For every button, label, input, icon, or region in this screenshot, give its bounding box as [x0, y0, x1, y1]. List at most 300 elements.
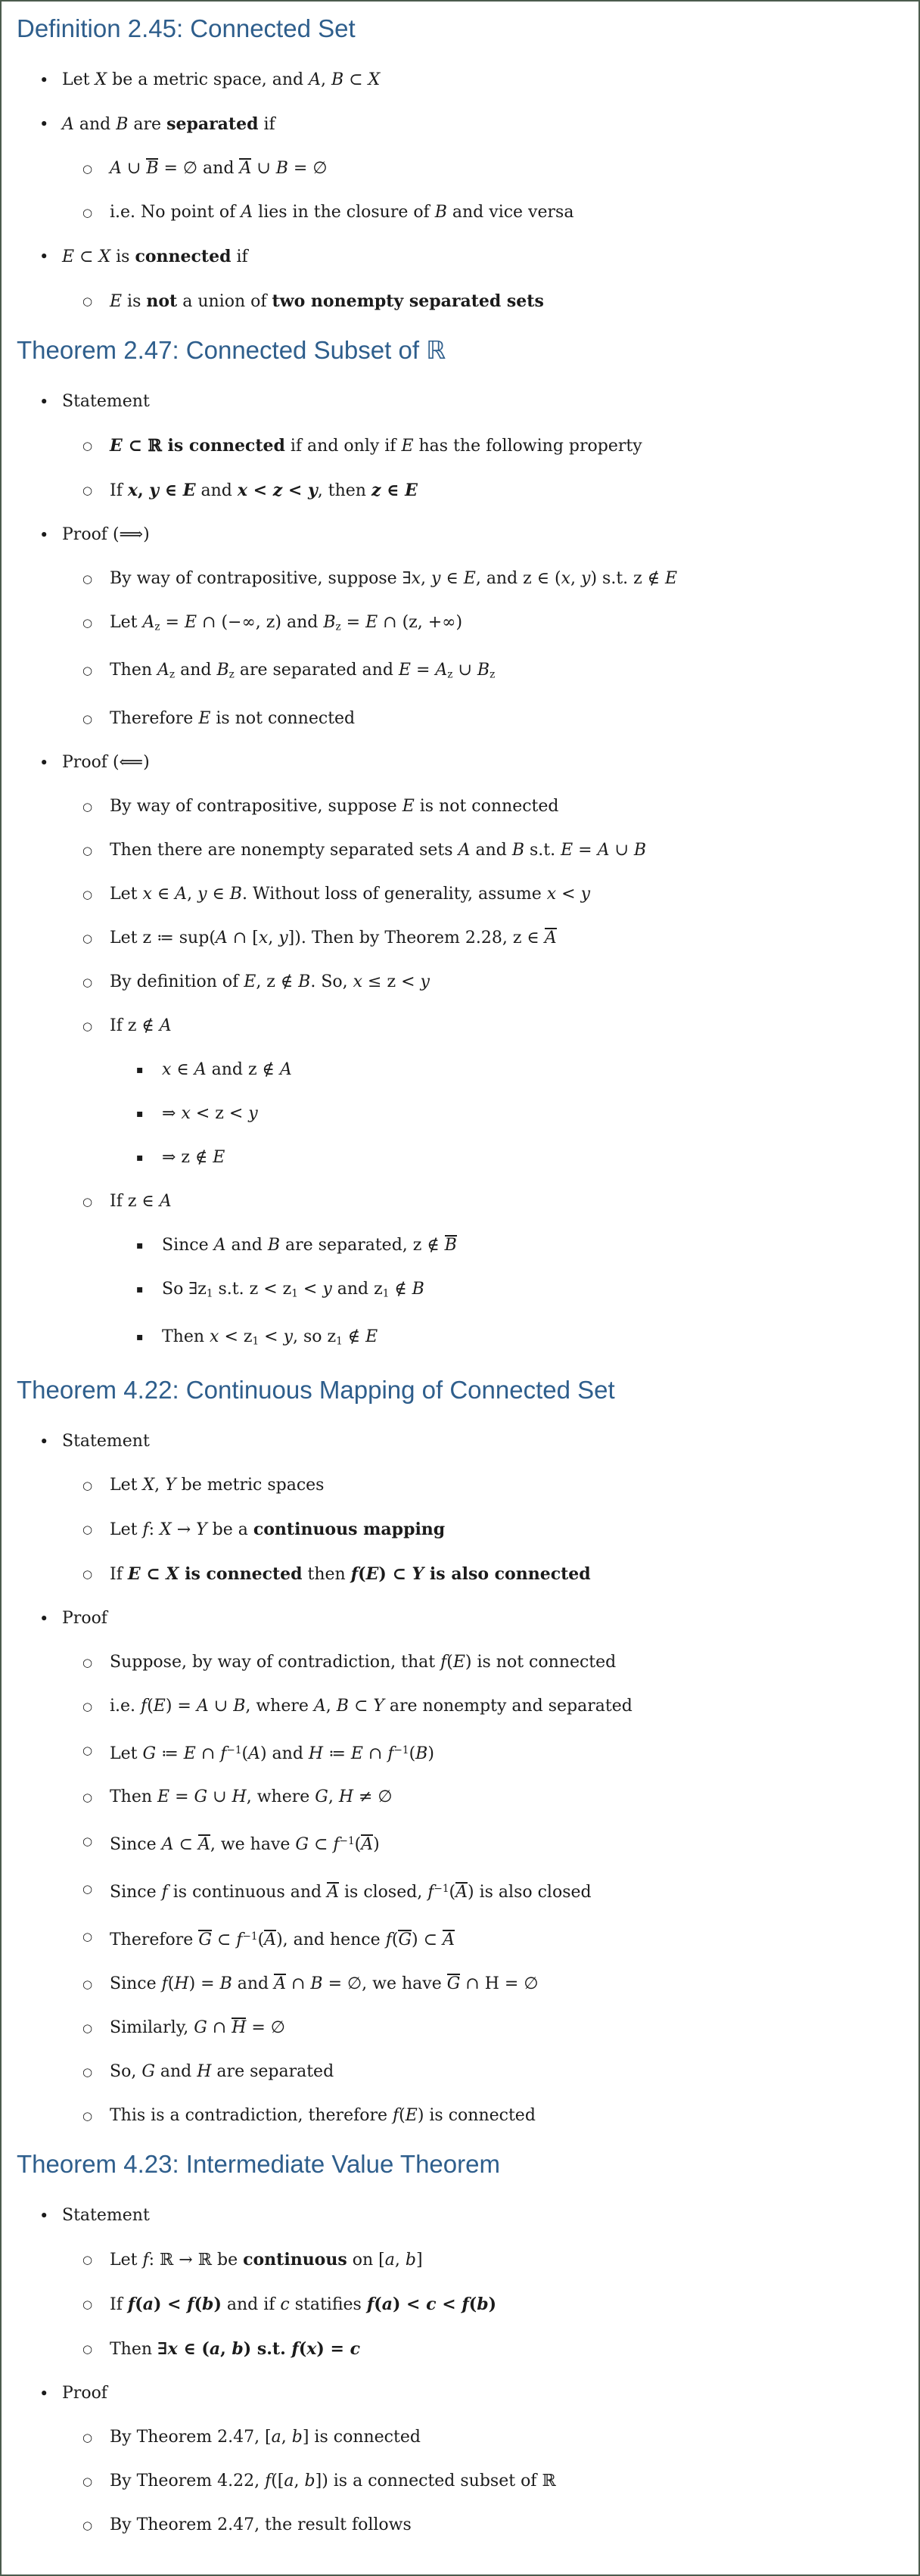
text-segment: A	[157, 661, 169, 680]
text-segment: f	[187, 2294, 194, 2314]
text-segment: A	[161, 1835, 174, 1855]
text-segment: E	[452, 1652, 465, 1672]
bullet-line	[2, 1059, 918, 1081]
text-segment: and z	[331, 1279, 383, 1299]
text-segment: X	[160, 1520, 172, 1539]
bullet-marker: ○	[82, 2341, 93, 2356]
text-segment: ∪	[251, 159, 276, 178]
text-segment: ) s.t.	[243, 2338, 292, 2359]
text-segment: f	[350, 1563, 359, 1584]
line-text	[62, 391, 150, 412]
text-segment: H	[232, 2018, 247, 2037]
text-segment: (	[241, 1744, 249, 1763]
text-segment: b	[291, 2427, 303, 2447]
text-segment: <	[297, 1279, 323, 1299]
text-segment: <	[556, 884, 581, 904]
text-segment: c	[280, 2294, 290, 2314]
text-segment: ) ⊂	[412, 1930, 443, 1949]
text-segment: Y	[165, 1475, 176, 1495]
text-segment: y	[149, 481, 160, 500]
text-segment: y	[420, 972, 430, 991]
text-segment: Y	[196, 1520, 207, 1539]
text-segment: y	[278, 928, 288, 947]
text-segment: ,	[328, 1787, 339, 1807]
text-segment: H	[232, 1787, 247, 1807]
line-text	[110, 2427, 421, 2448]
text-segment: ]	[415, 2250, 423, 2270]
bullet-line	[2, 246, 918, 268]
text-segment: E	[405, 481, 418, 500]
text-segment: B	[275, 159, 288, 178]
line-text	[110, 1740, 434, 1765]
text-segment: G	[141, 2061, 155, 2081]
text-segment: z	[447, 668, 453, 681]
text-segment: Let	[110, 613, 143, 632]
text-segment: ∉	[389, 1279, 412, 1299]
line-text	[110, 972, 430, 993]
text-segment: ∈	[207, 884, 230, 904]
text-segment: f	[462, 2294, 469, 2314]
bullet-marker: •	[39, 71, 49, 89]
text-segment: b	[304, 2471, 315, 2490]
text-segment: ,	[137, 481, 150, 500]
line-text	[110, 884, 590, 905]
text-segment: By way of contrapositive, suppose	[110, 796, 402, 816]
line-text	[110, 2018, 285, 2039]
text-segment: ∈	[381, 481, 406, 500]
text-segment: x	[561, 569, 571, 588]
bullet-line	[2, 1652, 918, 1673]
text-segment: )	[427, 1744, 434, 1763]
text-segment: ∩	[286, 1974, 311, 1993]
text-segment: B	[267, 1235, 281, 1255]
text-segment: be metric spaces	[176, 1475, 325, 1495]
bullet-marker: •	[39, 1609, 49, 1628]
text-segment: is also connected	[424, 1563, 591, 1584]
text-segment: ) ⊂	[378, 1563, 412, 1584]
text-segment: A	[264, 1930, 277, 1949]
bullet-marker: ○	[82, 1522, 93, 1536]
bullet-marker: ○	[82, 1743, 93, 1757]
bullet-line	[2, 2515, 918, 2536]
text-segment: E	[401, 437, 414, 456]
text-segment: −1	[242, 1930, 258, 1943]
text-segment: f	[393, 2105, 399, 2125]
text-segment: b	[202, 2294, 214, 2314]
text-segment: A	[327, 1883, 339, 1902]
text-segment: ⊂	[173, 1835, 198, 1855]
text-segment: (	[409, 1744, 416, 1763]
text-segment: (	[147, 1696, 154, 1716]
text-segment: B	[444, 1235, 457, 1255]
text-segment: , then	[317, 481, 371, 500]
text-segment: . So,	[310, 972, 353, 991]
text-segment: Proof	[62, 2383, 107, 2403]
bullet-marker: ○	[82, 1930, 93, 1944]
text-segment: y	[283, 1327, 293, 1347]
text-segment: ∪	[452, 661, 477, 680]
text-segment: c	[350, 2338, 360, 2359]
text-segment: −1	[226, 1744, 242, 1756]
bullet-line	[2, 2061, 918, 2083]
text-segment: ⊂ ℝ is connected	[122, 436, 285, 456]
text-segment: →	[171, 1520, 197, 1539]
text-segment: H	[338, 1787, 354, 1807]
bullet-line	[2, 1431, 918, 1452]
line-text	[110, 1831, 380, 1856]
text-segment: B	[116, 115, 129, 134]
text-segment: (	[446, 1652, 453, 1672]
text-segment: −1	[393, 1744, 409, 1756]
bullet-line	[2, 972, 918, 993]
line-text	[62, 246, 248, 268]
text-segment: Since	[110, 1883, 162, 1902]
text-segment: ) is not connected	[465, 1652, 617, 1672]
bullet-line	[2, 114, 918, 135]
text-segment: A	[241, 203, 253, 222]
text-segment: ,	[281, 2427, 292, 2447]
text-segment: has the following property	[413, 437, 642, 456]
text-segment: , so z	[293, 1327, 337, 1347]
text-segment: ∩ [	[227, 928, 259, 947]
text-segment: x	[167, 2338, 178, 2359]
bullet-line	[2, 1103, 918, 1125]
text-segment: A	[215, 928, 228, 947]
bullet-marker: •	[39, 247, 49, 266]
bullet-line	[2, 1235, 918, 1256]
bullet-marker: ○	[82, 799, 93, 814]
text-segment: z	[228, 668, 235, 681]
bullet-marker: •	[39, 526, 49, 544]
text-segment: So,	[110, 2061, 142, 2081]
text-segment: <	[247, 481, 273, 500]
text-segment: a	[209, 2338, 221, 2359]
text-segment: if and only if	[284, 437, 402, 456]
line-text	[62, 1431, 150, 1452]
text-segment: Suppose, by way of contradiction, that	[110, 1652, 441, 1672]
text-segment: z	[154, 621, 160, 633]
text-segment: f	[220, 1744, 227, 1763]
text-segment: ∩ H = ∅	[460, 1974, 539, 1993]
text-segment: , and z ∈ (	[475, 569, 561, 588]
text-segment: f	[291, 2338, 299, 2359]
text-segment: f	[161, 1974, 168, 1993]
text-segment: E	[213, 1147, 225, 1167]
text-segment: Since	[110, 1974, 162, 1993]
text-segment: f	[440, 1652, 447, 1672]
text-segment: continuous	[243, 2249, 347, 2270]
bullet-line	[2, 1878, 918, 1903]
text-segment: lies in the closure of	[253, 203, 435, 222]
text-segment: ) =	[316, 2338, 350, 2359]
line-text	[110, 202, 573, 223]
bullet-line	[2, 660, 918, 685]
line-text	[110, 2338, 360, 2360]
text-segment: (	[468, 2294, 477, 2314]
bullet-marker: ○	[82, 2430, 93, 2444]
line-text	[110, 1696, 632, 1717]
text-segment: =	[340, 613, 366, 632]
bullet-marker: ▪	[136, 1283, 144, 1296]
text-segment: y	[581, 569, 591, 588]
text-segment: B	[229, 884, 242, 904]
text-segment: (	[354, 1835, 362, 1855]
text-segment: E	[157, 1787, 170, 1807]
bullet-marker: ○	[82, 616, 93, 630]
text-segment: )	[373, 1835, 380, 1855]
text-segment: Proof	[62, 1608, 107, 1628]
line-text	[162, 1147, 225, 1168]
text-segment: <	[436, 2294, 462, 2314]
text-segment: = ∅	[288, 159, 328, 178]
bullet-marker: ○	[82, 2064, 93, 2079]
section	[2, 2149, 918, 2536]
text-segment: ,	[421, 569, 432, 588]
text-segment: B	[310, 1974, 323, 1993]
text-segment: ∪	[207, 1787, 232, 1807]
text-segment: A	[274, 1974, 286, 1993]
text-segment: B	[219, 1974, 232, 1993]
bullet-line	[2, 752, 918, 773]
text-segment: This is a contradiction, therefore	[110, 2105, 393, 2125]
text-segment: , where	[245, 1696, 314, 1716]
text-segment: z	[490, 668, 496, 681]
text-segment: Statement	[62, 2205, 150, 2225]
text-segment: z	[169, 668, 176, 681]
text-segment: G	[198, 1930, 212, 1949]
text-segment: a	[142, 2294, 154, 2314]
text-segment: A	[213, 1235, 226, 1255]
text-segment: ,	[220, 2338, 232, 2359]
text-segment: If z ∈	[110, 1191, 160, 1211]
text-segment: ∪	[208, 1696, 234, 1716]
line-text	[110, 660, 495, 685]
text-segment: ⊂	[211, 1930, 237, 1949]
section	[2, 1375, 918, 2126]
text-segment: G	[446, 1974, 461, 1993]
text-segment: . Without loss of generality, assume	[241, 884, 547, 904]
bullet-line	[2, 612, 918, 637]
text-segment: ∩ (z, +∞)	[378, 613, 463, 632]
bullet-line	[2, 2338, 918, 2360]
bullet-marker: •	[39, 1432, 49, 1451]
bullet-marker: ○	[82, 572, 93, 586]
text-segment: a union of	[177, 292, 272, 311]
text-segment: (	[449, 1883, 456, 1902]
line-text	[110, 1878, 592, 1903]
text-segment: ]) is a connected subset of ℝ	[315, 2471, 556, 2490]
text-segment: a	[384, 2250, 395, 2270]
text-segment: G	[142, 1744, 157, 1763]
line-text	[62, 114, 275, 135]
text-segment: A	[248, 1744, 260, 1763]
text-segment: G	[398, 1930, 412, 1949]
text-segment: E	[365, 613, 378, 632]
line-text	[110, 1475, 324, 1496]
bullet-line	[2, 2383, 918, 2404]
bullet-marker: ○	[82, 931, 93, 945]
bullet-marker: ○	[82, 887, 93, 901]
text-segment: y	[322, 1279, 332, 1299]
bullet-marker: ▪	[136, 1239, 144, 1252]
bullet-line	[2, 1608, 918, 1629]
text-segment: (	[257, 1930, 265, 1949]
bullet-marker: ○	[82, 162, 93, 176]
text-segment: < z	[219, 1327, 253, 1347]
text-segment: By Theorem 2.47, [	[110, 2427, 272, 2447]
text-segment: B	[434, 203, 447, 222]
text-segment: , z ∉	[256, 972, 299, 991]
text-segment: and	[232, 1974, 275, 1993]
text-segment: and	[470, 840, 512, 860]
bullet-marker: ○	[82, 1834, 93, 1849]
text-segment: separated	[166, 114, 259, 134]
text-segment: is not connected	[414, 796, 559, 816]
line-text	[162, 1059, 292, 1081]
bullet-marker: ○	[82, 1790, 93, 1805]
text-segment: (	[399, 2105, 406, 2125]
text-segment: ]). Then by Theorem 2.28, z ∈	[288, 928, 545, 947]
line-text	[162, 1103, 258, 1125]
text-segment: By Theorem 2.47, the result follows	[110, 2515, 412, 2534]
line-text	[110, 708, 355, 730]
text-segment: ) <	[153, 2294, 188, 2314]
text-segment: E	[350, 1744, 363, 1763]
text-segment: < z <	[190, 1103, 249, 1123]
text-segment: B	[415, 1744, 428, 1763]
text-segment: are nonempty and separated	[384, 1696, 632, 1716]
text-segment: y	[197, 884, 207, 904]
bullet-marker: ○	[82, 1478, 93, 1492]
text-segment: Similarly,	[110, 2018, 194, 2037]
text-segment: ,	[294, 2471, 305, 2490]
text-segment: x	[237, 481, 247, 500]
text-segment: x	[162, 1059, 172, 1079]
section-heading: Theorem 4.23: Intermediate Value Theorem	[17, 2149, 500, 2178]
bullet-marker: ○	[82, 1655, 93, 1669]
text-segment: ] is connected	[302, 2427, 421, 2447]
text-segment: be a metric space, and	[107, 70, 309, 89]
text-segment: ∩	[207, 2018, 232, 2037]
bullet-line	[2, 2205, 918, 2226]
text-segment: f	[265, 2471, 272, 2490]
line-text	[110, 2515, 412, 2536]
bullet-marker: •	[39, 2384, 49, 2403]
bullet-line	[2, 708, 918, 730]
text-segment: Let	[110, 1520, 143, 1539]
text-segment: G	[295, 1835, 309, 1855]
text-segment: ) is also closed	[468, 1883, 592, 1902]
text-segment: are separated	[211, 2061, 334, 2081]
text-segment: a	[271, 2427, 281, 2447]
bullet-line	[2, 2427, 918, 2448]
text-segment: A	[142, 613, 155, 632]
text-segment: A	[309, 70, 321, 89]
text-segment: ⊂	[308, 1835, 334, 1855]
text-segment: X	[166, 1563, 179, 1584]
line-text	[62, 1608, 107, 1629]
text-segment: continuous mapping	[253, 1519, 446, 1539]
line-text	[162, 1235, 457, 1256]
text-segment: ≠ ∅	[353, 1787, 393, 1807]
text-segment: x	[210, 1327, 219, 1347]
text-segment: E	[405, 2105, 418, 2125]
text-segment: E	[244, 972, 256, 991]
bullet-line	[2, 1974, 918, 1995]
text-segment: ,	[325, 1696, 337, 1716]
bullet-line	[2, 796, 918, 817]
text-segment: E	[182, 481, 196, 500]
text-segment: B	[146, 159, 159, 178]
text-segment: , we have	[210, 1835, 296, 1855]
bullet-line	[2, 1831, 918, 1856]
text-segment: If	[110, 1564, 128, 1584]
text-segment: G	[194, 2018, 207, 2037]
bullet-marker: ○	[82, 2297, 93, 2311]
text-segment: B	[511, 840, 524, 860]
text-segment: E	[127, 1563, 141, 1584]
text-segment: on [	[347, 2250, 385, 2270]
text-segment: Then	[110, 1787, 158, 1807]
bullet-line	[2, 2249, 918, 2271]
text-segment: Y	[373, 1696, 384, 1716]
line-text	[110, 158, 328, 179]
text-segment: and z ∉	[206, 1059, 280, 1079]
text-segment: A	[279, 1059, 292, 1079]
text-segment: ) =	[188, 1974, 220, 1993]
bullet-line	[2, 1327, 918, 1352]
bullet-marker: ○	[82, 2252, 93, 2266]
text-segment: 1	[336, 1335, 343, 1348]
text-segment: ,	[154, 1475, 166, 1495]
text-segment: and	[73, 115, 117, 134]
text-segment: x	[411, 569, 421, 588]
text-segment: f	[127, 2294, 135, 2314]
line-text	[110, 612, 462, 637]
text-segment: z	[335, 621, 341, 633]
text-segment: f	[142, 2250, 149, 2270]
text-segment: Let z ≔ sup(	[110, 928, 216, 947]
text-segment: ⇒ z ∉	[162, 1147, 213, 1167]
bullet-line	[2, 2018, 918, 2039]
line-text	[110, 1016, 172, 1037]
text-segment: (	[374, 2294, 382, 2314]
bullet-line	[2, 70, 918, 91]
text-segment: ≤ z <	[362, 972, 421, 991]
text-segment: f	[427, 1883, 434, 1902]
text-segment: ∈	[171, 1059, 194, 1079]
line-text	[110, 2249, 423, 2271]
section	[2, 14, 918, 313]
text-segment: A	[455, 1883, 468, 1902]
bullet-line	[2, 524, 918, 546]
text-segment: Let	[62, 70, 95, 89]
text-segment: B	[298, 972, 311, 991]
text-segment: ≔	[156, 1744, 184, 1763]
text-segment: =	[573, 840, 598, 860]
text-segment: is	[110, 247, 135, 266]
bullet-line	[2, 391, 918, 412]
text-segment: ) s.t. z ∉	[590, 569, 666, 588]
text-segment: B	[331, 70, 344, 89]
text-segment: f	[161, 1883, 168, 1902]
text-segment: f	[387, 1744, 394, 1763]
text-segment: A	[159, 1191, 172, 1211]
text-segment: E	[665, 569, 678, 588]
text-segment: ∃	[157, 2338, 168, 2359]
bullet-marker: ○	[82, 975, 93, 989]
text-segment: B	[233, 1696, 246, 1716]
